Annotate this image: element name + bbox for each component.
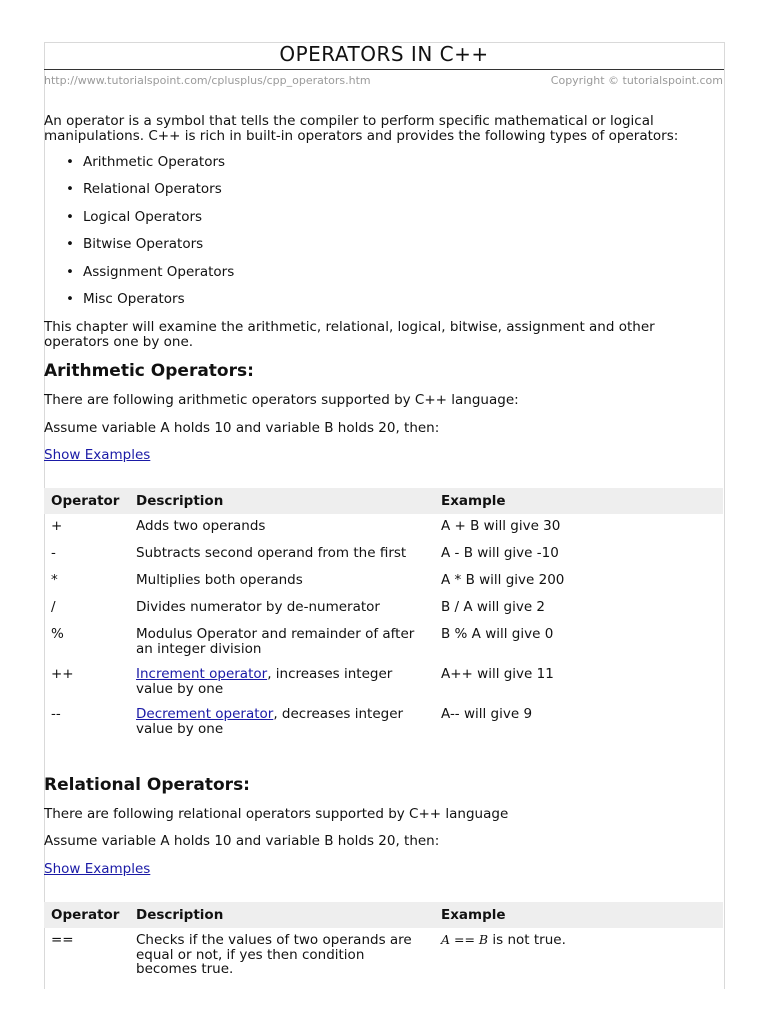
column-header-example: Example: [434, 902, 723, 928]
arithmetic-heading: Arithmetic Operators:: [44, 361, 254, 381]
relational-assumption: Assume variable A holds 10 and variable B holds 20, then:: [44, 833, 440, 849]
example-cell: A * B will give 200: [441, 572, 565, 588]
operator-cell: %: [51, 626, 64, 642]
column-header-description: Description: [129, 902, 434, 928]
table-row: [44, 541, 723, 568]
decrement-operator-link[interactable]: Decrement operator: [136, 706, 274, 722]
list-item: [44, 209, 234, 236]
column-header-operator: Operator: [44, 488, 129, 514]
operator-cell: --: [51, 706, 61, 722]
list-item-label: Relational Operators: [83, 181, 222, 198]
title-divider: [44, 69, 724, 70]
table-row: [44, 595, 723, 622]
list-item: [44, 291, 234, 318]
list-item: [44, 154, 234, 181]
chapter-line: This chapter will examine the arithmetic, relational, logical, bitwise, assignment and other: [44, 319, 655, 335]
description-line: becomes true.: [136, 961, 234, 977]
table-row: [44, 662, 723, 702]
page-title: OPERATORS IN C++: [279, 42, 489, 66]
operator-cell: *: [51, 572, 58, 588]
operator-cell: -: [51, 545, 56, 561]
column-header-operator: Operator: [44, 902, 129, 928]
list-item-label: Bitwise Operators: [83, 236, 204, 253]
operator-cell: /: [51, 599, 56, 615]
column-header-example: Example: [434, 488, 723, 514]
operator-cell: ==: [51, 932, 74, 948]
description-line: Modulus Operator and remainder of after: [136, 626, 415, 642]
description-cell: Adds two operands: [136, 518, 266, 534]
show-examples-link[interactable]: Show Examples: [44, 447, 151, 463]
intro-line: manipulations. C++ is rich in built-in operators and provides the following types of operators:: [44, 127, 679, 144]
show-examples-link[interactable]: Show Examples: [44, 861, 151, 877]
example-cell: [434, 928, 723, 983]
math-expression: A == B: [441, 932, 489, 947]
description-cell: [129, 622, 434, 662]
arithmetic-operators-table: [44, 488, 723, 742]
description-cell: Multiplies both operands: [136, 572, 303, 588]
example-cell: A + B will give 30: [441, 518, 561, 534]
operator-cell: ++: [51, 666, 74, 682]
chapter-paragraph: [44, 320, 704, 349]
operator-cell: +: [51, 518, 63, 534]
bullet-icon: •: [66, 208, 74, 225]
description-line: an integer division: [136, 640, 262, 657]
source-url: http://www.tutorialspoint.com/cplusplus/cpp_operators.htm: [44, 74, 371, 87]
relational-examples-paragraph: [44, 862, 704, 877]
bullet-icon: •: [66, 181, 74, 198]
description-line: [136, 667, 427, 682]
example-cell: B / A will give 2: [441, 599, 545, 615]
example-cell: B % A will give 0: [441, 626, 554, 642]
example-cell: A - B will give -10: [441, 545, 559, 561]
relational-operators-table: [44, 902, 723, 983]
example-text: is not true.: [488, 932, 566, 948]
example-cell: A-- will give 9: [441, 706, 533, 722]
description-cell: Divides numerator by de-numerator: [136, 599, 380, 615]
list-item-label: Arithmetic Operators: [83, 154, 226, 170]
list-item-label: Misc Operators: [83, 290, 185, 307]
bullet-icon: •: [66, 154, 74, 170]
example-cell: A++ will give 11: [441, 666, 554, 682]
relational-heading: Relational Operators:: [44, 775, 250, 795]
table-header-row: [44, 488, 723, 514]
bullet-icon: •: [66, 236, 74, 253]
description-line: [136, 707, 427, 722]
intro-paragraph: [44, 114, 704, 143]
list-item-label: Logical Operators: [83, 208, 203, 225]
list-item: [44, 181, 234, 208]
bullet-icon: •: [66, 263, 74, 280]
description-line: Checks if the values of two operands are: [136, 932, 412, 948]
description-line: value by one: [136, 720, 224, 737]
list-item: [44, 236, 234, 263]
increment-operator-link[interactable]: Increment operator: [136, 666, 268, 682]
description-line: equal or not, if yes then condition: [136, 946, 365, 963]
description-text: , increases integer: [267, 666, 393, 682]
arithmetic-examples-paragraph: [44, 448, 704, 463]
bullet-icon: •: [66, 290, 74, 307]
description-text: , decreases integer: [273, 706, 404, 722]
list-item-label: Assignment Operators: [83, 263, 235, 280]
column-header-description: Description: [129, 488, 434, 514]
relational-description: There are following relational operators supported by C++ language: [44, 806, 509, 822]
list-item: [44, 264, 234, 291]
chapter-line: operators one by one.: [44, 333, 194, 350]
arithmetic-assumption: Assume variable A holds 10 and variable B holds 20, then:: [44, 420, 440, 436]
table-row: [44, 702, 723, 742]
table-row: [44, 928, 723, 983]
copyright-notice: Copyright © tutorialspoint.com: [550, 74, 723, 87]
table-header-row: [44, 902, 723, 928]
description-line: value by one: [136, 680, 224, 697]
arithmetic-description: There are following arithmetic operators supported by C++ language:: [44, 392, 519, 408]
operator-types-list: [44, 154, 234, 318]
description-cell: [129, 662, 434, 702]
description-cell: Subtracts second operand from the first: [136, 545, 407, 561]
description-cell: [129, 702, 434, 742]
description-cell: [129, 928, 434, 983]
table-row: [44, 568, 723, 595]
intro-line: An operator is a symbol that tells the compiler to perform specific mathematical or logical: [44, 113, 654, 129]
table-row: [44, 622, 723, 662]
table-row: [44, 514, 723, 541]
